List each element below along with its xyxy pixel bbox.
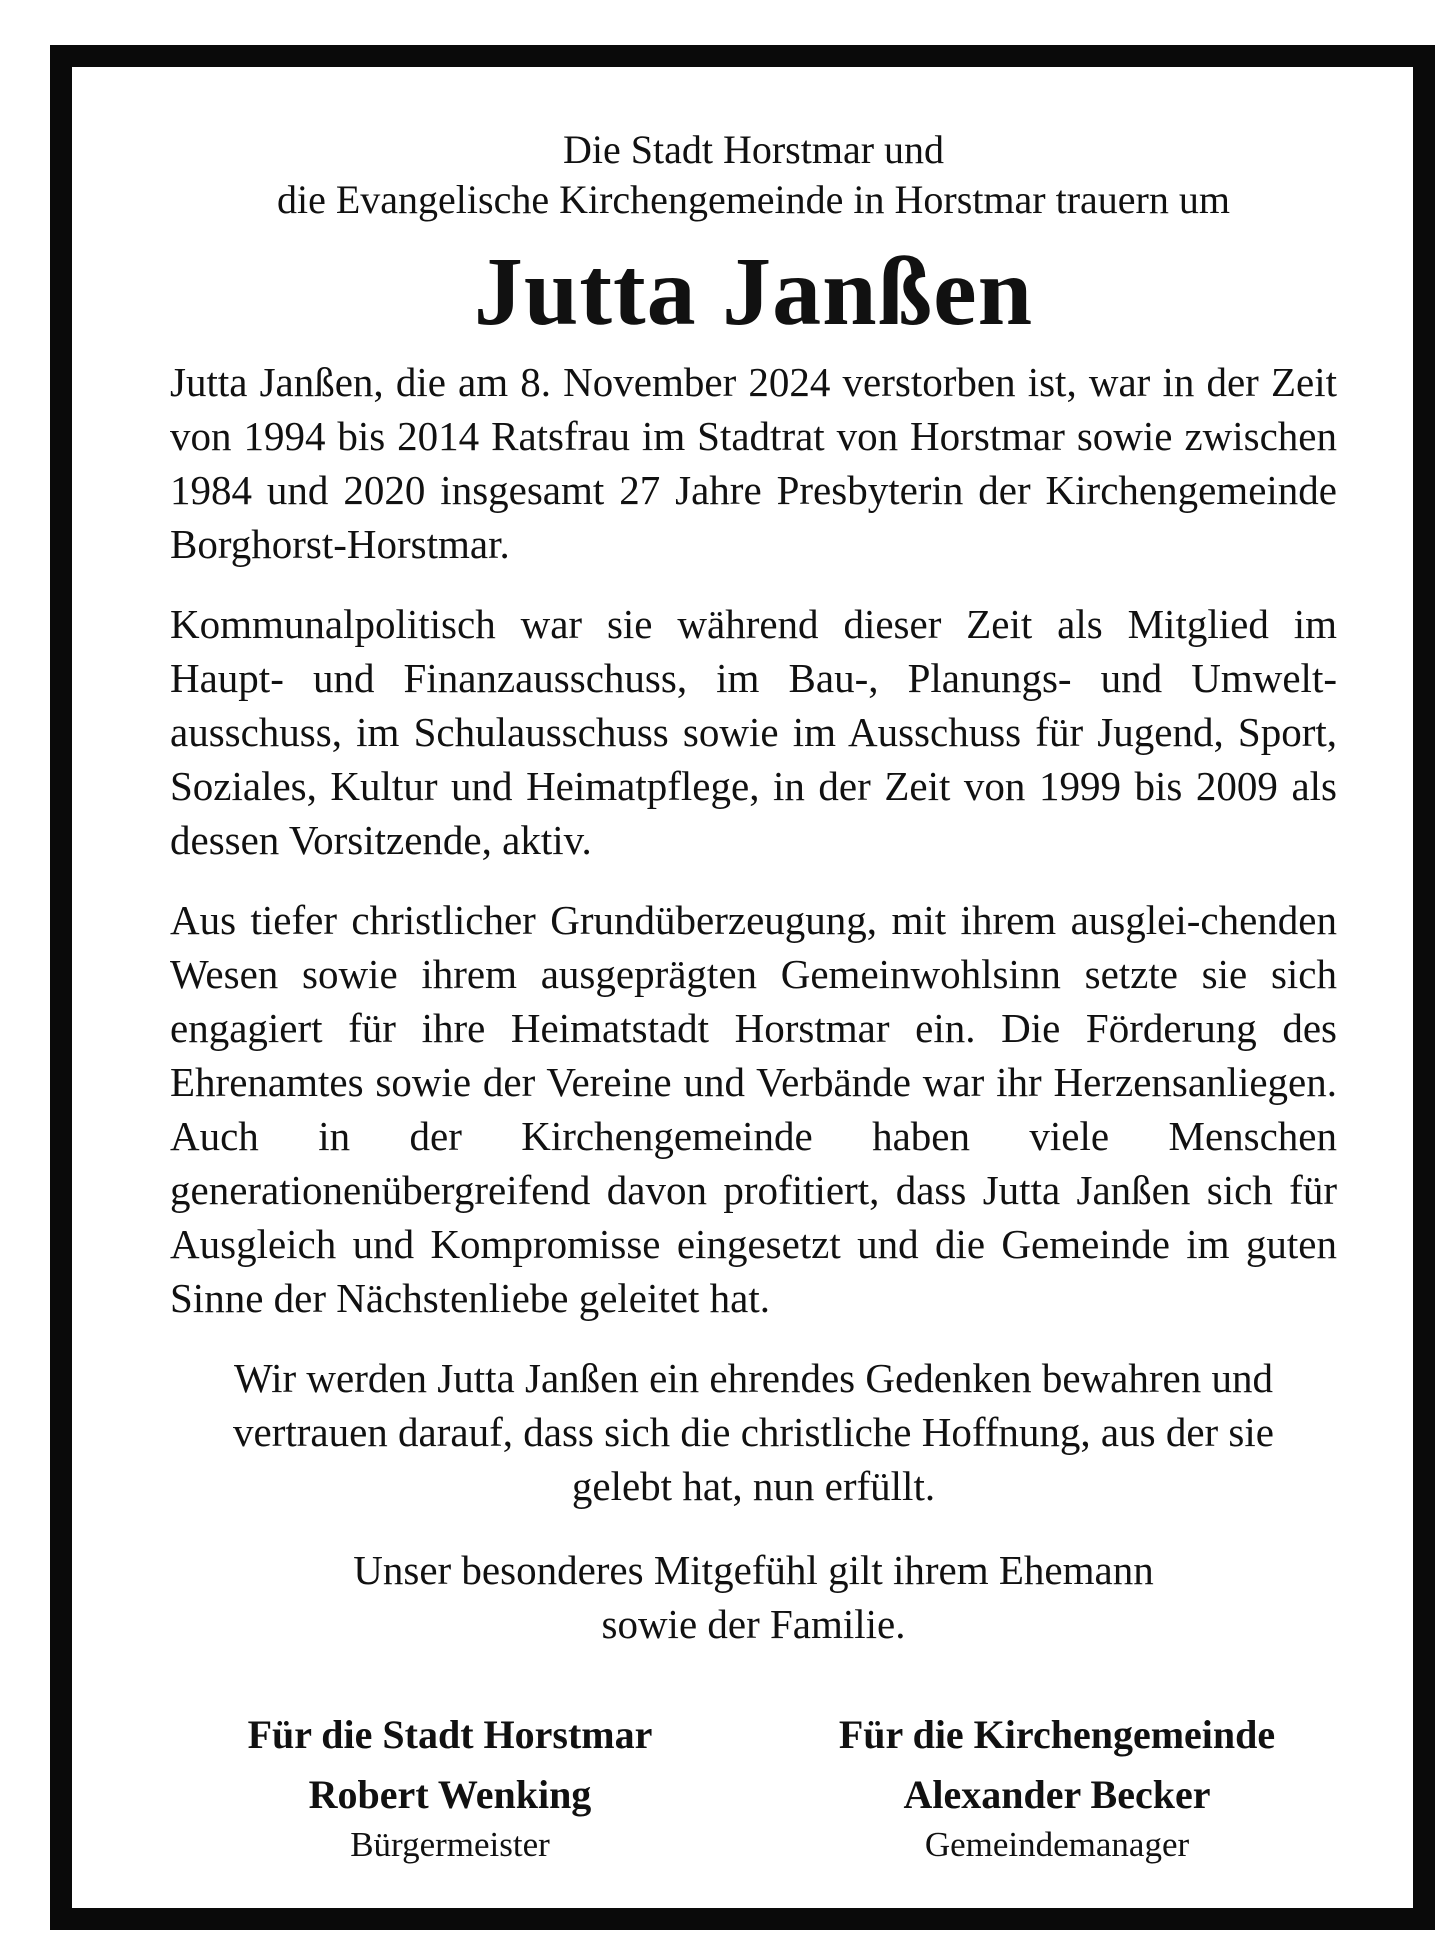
intro-block [170,125,1337,225]
signature-church [777,1709,1337,1867]
signature-church-person: Alexander Becker [903,1772,1211,1817]
signature-city-person: Robert Wenking [308,1772,592,1817]
signature-church-role: Gemeindemanager [924,1825,1190,1864]
obituary-content [170,125,1337,1867]
closing-condolence: Unser besonderes Mitgefühl gilt ihrem Ehemann sowie der Familie. [353,1547,1154,1647]
paragraph-character: Aus tiefer christlicher Grundüberzeugung, mit ihrem ausglei-chenden Wesen sowie ihrem ausgeprägten Gemeinwohlsinn setzte sie sich engagiert für ihre Heimatstadt Horstmar ein. Die Förderung des Ehrenamtes sowie der Vereine und Verbände war ihr Herzensanliegen. Auch in der Kirchengemeinde haben viele Menschen generationenübergreifend davon profitiert, dass Jutta Janßen sich für Ausgleich und Kompromisse eingesetzt und die Gemeinde im guten Sinne der Nächstenliebe geleitet hat. [170,897,1337,1321]
intro-line-1: Die Stadt Horstmar und [562,127,945,172]
signature-city-role: Bürgermeister [350,1825,550,1864]
signature-city-org: Für die Stadt Horstmar [247,1712,653,1757]
obituary-frame [50,45,1435,1930]
signature-church-org: Für die Kirchengemeinde [838,1712,1276,1757]
paragraph-biography: Jutta Janßen, die am 8. November 2024 verstorben ist, war in der Zeit von 1994 bis 2014 Ratsfrau im Stadtrat von Horstmar sowie zwischen 1984 und 2020 insgesamt 27 Jahre Presbyterin der Kirchengemeinde Borghorst-Horstmar. [170,359,1337,567]
intro-line-2: die Evangelische Kirchengemeinde in Horstmar trauern um [277,177,1230,222]
signature-block [170,1709,1337,1867]
deceased-name: Jutta Janßen [473,238,1034,346]
signature-city [170,1709,730,1867]
closing-remembrance: Wir werden Jutta Janßen ein ehrendes Gedenken bewahren und vertrauen darauf, dass sich die christliche Hoffnung, aus der sie gelebt hat, nun erfüllt. [233,1355,1274,1509]
paragraph-political-work: Kommunalpolitisch war sie während dieser Zeit als Mitglied im Haupt- und Finanzausschuss, im Bau-, Planungs- und Umwelt-ausschuss, im Schulausschuss sowie im Ausschuss für Jugend, Sport, Soziales, Kultur und Heimatpflege, in der Zeit von 1999 bis 2009 als dessen Vorsitzende, aktiv. [170,601,1337,863]
